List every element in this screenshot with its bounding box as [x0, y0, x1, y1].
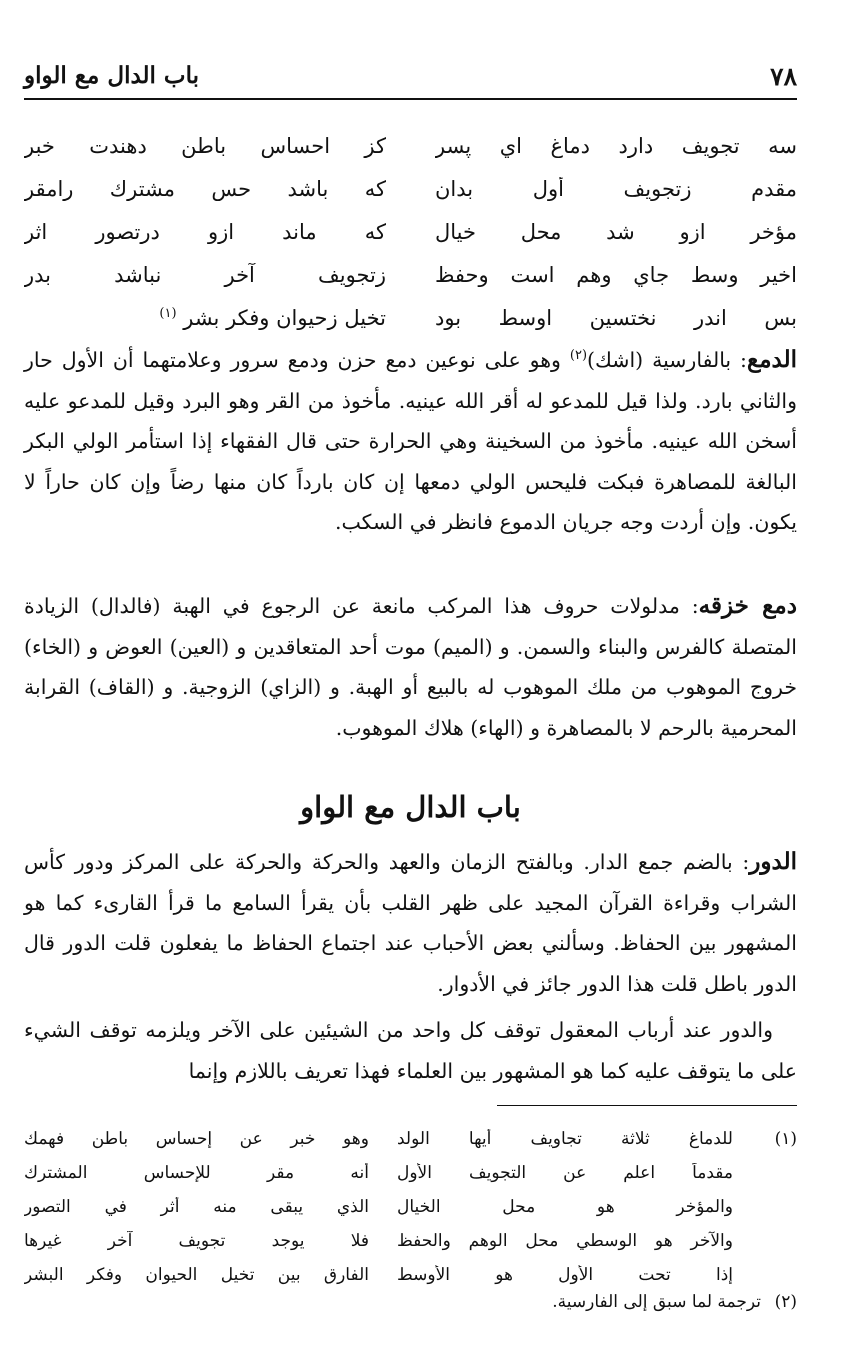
- entry-text: : بالفارسية (اشك): [587, 348, 747, 372]
- poem-hemistich-right: بس اندر نختسين اوسط بود: [435, 305, 797, 330]
- footnote-hemistich-left: فلا يوجد تجويف آخر غيرها: [24, 1231, 369, 1251]
- footnote-divider: [497, 1105, 797, 1106]
- entry-term: دمع خزقه: [698, 592, 797, 619]
- footnote-poem-line: [24, 1190, 797, 1224]
- footnote-text: ترجمة لما سبق إلى الفارسية.: [552, 1292, 761, 1312]
- poem-hemistich-left: كز احساس باطن دهندت خبر: [24, 133, 386, 158]
- running-title: باب الدال مع الواو: [24, 62, 199, 89]
- poem-text: تخيل زحيوان وفكر بشر: [183, 305, 386, 330]
- poem-hemistich-left: [24, 306, 386, 330]
- poem-hemistich-left: كه ماند ازو درتصور اثر: [24, 219, 386, 244]
- poem-hemistich-left: زتجويف آخر نباشد بدر: [24, 262, 386, 287]
- footnote-hemistich-right: والآخر هو الوسطي محل الوهم والحفظ: [397, 1231, 733, 1251]
- footnote-poem-line: [24, 1156, 797, 1190]
- entry-dawr: [24, 842, 797, 1004]
- persian-poem: [24, 124, 797, 339]
- poem-line: [24, 167, 797, 210]
- footnote-hemistich-right: مقدماً اعلم عن التجويف الأول: [397, 1163, 733, 1183]
- poem-hemistich-right: اخير وسط جاي وهم است وحفظ: [435, 262, 797, 287]
- footnote-poem-line: [24, 1258, 797, 1292]
- footnote-2: [24, 1292, 797, 1312]
- entry-text: وهو على نوعين دمع حزن ودمع سرور وعلامتهما أن الأول حار والثاني بارد. ولذا قيل للمدعو له أقر الله عينيه. مأخوذ من القر وهو البرد وقيل للمدعو عليه أسخن الله عينيه. مأخوذ من السخينة وهي الحرارة حتى قال الفقهاء إذا استأمر الولي البكر البالغة للمصاهرة فبكت فليحس الولي دمعها إن كان بارداً كان منها رضاً وإن كان حاراً لا يكون. وإن أردت وجه جريان الدموع فانظر في السكب.: [24, 348, 797, 534]
- entry-dawr-continued: والدور عند أرباب المعقول توقف كل واحد من الشيئين على الآخر ويلزمه توقف الشيء على ما يتوقف عليه كما هو المشهور بين العلماء فهذا تعريف باللازم وإنما: [24, 1018, 797, 1083]
- poem-line: [24, 296, 797, 339]
- footnote-hemistich-left: الذي يبقى منه أثر في التصور: [24, 1197, 369, 1217]
- entry-term: الدمع: [746, 346, 798, 373]
- poem-hemistich-right: مؤخر ازو شد محل خيال: [435, 219, 797, 244]
- page-number: ٧٨: [770, 62, 797, 91]
- poem-line: [24, 124, 797, 167]
- entry-text: : مدلولات حروف هذا المركب مانعة عن الرجوع في الهبة (فالدال) الزيادة المتصلة كالفرس والبناء والسمن. و (الميم) موت أحد المتعاقدين و (العين) العوض و (الخاء) خروج الموهوب من ملك الموهوب له بالبيع أو الهبة. و (الزاي) الزوجية. و (القاف) القرابة المحرمية بالرحم لا بالمصاهرة و (الهاء) هلاك الموهوب.: [24, 594, 797, 740]
- poem-line: [24, 253, 797, 296]
- footnote-number: (٢): [774, 1292, 797, 1312]
- footnote-hemistich-left: أنه مقر للإحساس المشترك: [24, 1163, 369, 1183]
- footnote-hemistich-left: الفارق بين تخيل الحيوان وفكر البشر: [24, 1265, 369, 1285]
- section-heading: باب الدال مع الواو: [300, 790, 521, 824]
- footnote-mark: (١): [159, 305, 177, 321]
- entry-dam: [24, 340, 797, 543]
- entry-dam-khazqah: [24, 586, 797, 748]
- entry-text: : بالضم جمع الدار. وبالفتح الزمان والعهد والحركة والحركة على المركز ودور كأس الشراب وقراءة القرآن المجيد على ظهر القلب بأن يقرأ السامع ما قرأ القارىء كما هو المشهور بين الحفاظ. وسألني بعض الأحباب عند اجتماع الحفاظ ما يفعلون قلت الدور قال الدور باطل قلت هذا الدور جائز في الأدوار.: [24, 850, 797, 996]
- page-header: [24, 60, 797, 100]
- poem-line: [24, 210, 797, 253]
- footnote-1: [24, 1122, 797, 1292]
- footnote-hemistich-right: والمؤخر هو محل الخيال: [397, 1197, 733, 1217]
- poem-hemistich-right: سه تجويف دارد دماغ اي پسر: [435, 133, 797, 158]
- footnote-number: (١): [774, 1129, 797, 1149]
- footnote-hemistich-right: للدماغ ثلاثة تجاويف أيها الولد: [397, 1129, 733, 1149]
- poem-hemistich-right: مقدم زتجويف أول بدان: [435, 176, 797, 201]
- footnote-mark: (٢): [569, 348, 588, 364]
- entry-term: الدور: [749, 848, 797, 875]
- poem-hemistich-left: كه باشد حس مشترك رامقر: [24, 176, 386, 201]
- footnote-poem-line: [24, 1224, 797, 1258]
- footnote-hemistich-right: إذا تحت الأول هو الأوسط: [397, 1265, 733, 1285]
- footnote-hemistich-left: وهو خبر عن إحساس باطن فهمك: [24, 1129, 369, 1149]
- footnote-poem-line: [24, 1122, 797, 1156]
